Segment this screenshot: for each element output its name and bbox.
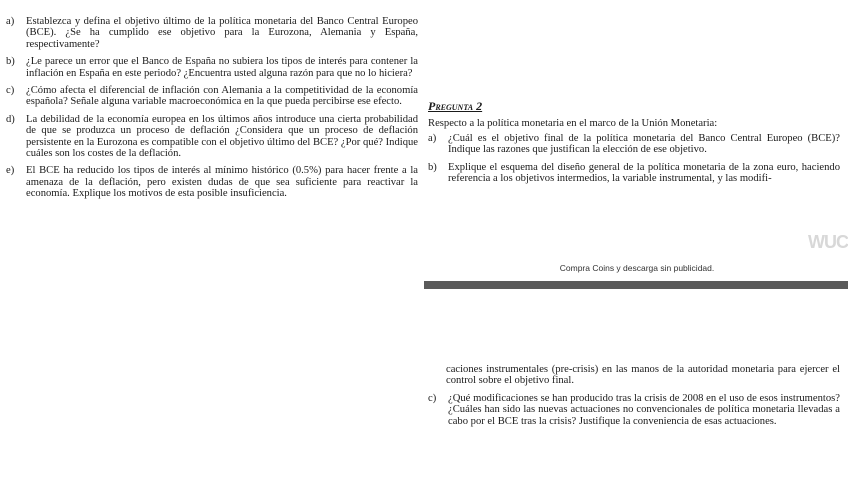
item-label: b) <box>428 161 437 173</box>
item-text: ¿Cuál es el objetivo final de la política monetaria del Banco Central Europeo (BCE)? Indique las razones que justifican la elección de ese objetivo. <box>448 132 840 156</box>
question-item-a <box>6 16 418 50</box>
section-intro: Respecto a la política monetaria en el marco de la Unión Monetaria: <box>428 118 718 130</box>
item-text: El BCE ha reducido los tipos de interés al mínimo histórico (0.5%) para hacer frente a la amenaza de la deflación, pero existen dudas de que sea suficiente para reactivar la economía. Explique los motivos de esta posible insuficiencia. <box>26 165 418 200</box>
item-text: ¿Qué modificaciones se han producido tras la crisis de 2008 en el uso de esos instrumentos? ¿Cuáles han sido las nuevas actuaciones no convencionales de política monetaria llevadas a cabo por el BCE tras la crisis? Justifique la conveniencia de esas actuaciones. <box>448 392 840 427</box>
question-item-a <box>428 133 840 156</box>
question-item-c <box>428 393 840 427</box>
section-heading: Pregunta 2 <box>428 99 483 113</box>
item-label: a) <box>6 16 15 27</box>
item-label: e) <box>6 165 15 177</box>
question-item-c <box>6 85 418 108</box>
pregunta-2-section <box>428 101 840 190</box>
item-text: ¿Le parece un error que el Banco de España no subiera los tipos de interés para contener la inflación en España en este periodo? ¿Encuentra usted alguna razón para que no lo hiciera? <box>26 56 418 79</box>
item-text: ¿Cómo afecta el diferencial de inflación con Alemania a la competitividad de la economía española? Señale alguna variable macroeconómica en la que pueda percibirse ese efecto. <box>26 85 418 108</box>
continuation-text: caciones instrumentales (pre-crisis) en las manos de la autoridad monetaria para ejercer el control sobre el objetivo final. <box>446 364 840 387</box>
question-item-b <box>6 56 418 79</box>
item-label: b) <box>6 56 15 68</box>
watermark-logo: WUC <box>808 232 848 252</box>
item-label: a) <box>428 132 437 144</box>
item-text: La debilidad de la economía europea en los últimos años introduce una cierta probabilidad de que se produzca un proceso de deflación ¿Considera que un proceso de deflación persistente en la Eurozona es compatible con el objetivo último del BCE? ¿Por qué? Indique cuáles son los costes de la deflación. <box>26 113 418 160</box>
item-text: Establezca y defina el objetivo último de la política monetaria del Banco Central Europeo (BCE). ¿Se ha cumplido ese objetivo para la Eurozona, Alemania y España, respectivamente? <box>26 16 418 50</box>
promo-banner[interactable]: Compra Coins y descarga sin publicidad. <box>559 263 715 273</box>
question-item-d <box>6 114 418 160</box>
item-text: Explique el esquema del diseño general de la política monetaria de la zona euro, haciendo referencia a los objetivos intermedios, la variable instrumental, y las modifi- <box>448 161 840 185</box>
question-item-e <box>6 165 418 199</box>
item-label: d) <box>6 113 15 125</box>
page-divider <box>424 281 848 289</box>
left-question-list <box>6 16 418 206</box>
item-label: c) <box>6 85 15 97</box>
continuation-section <box>428 364 840 433</box>
question-item-b <box>428 162 840 185</box>
item-label: c) <box>428 392 437 404</box>
